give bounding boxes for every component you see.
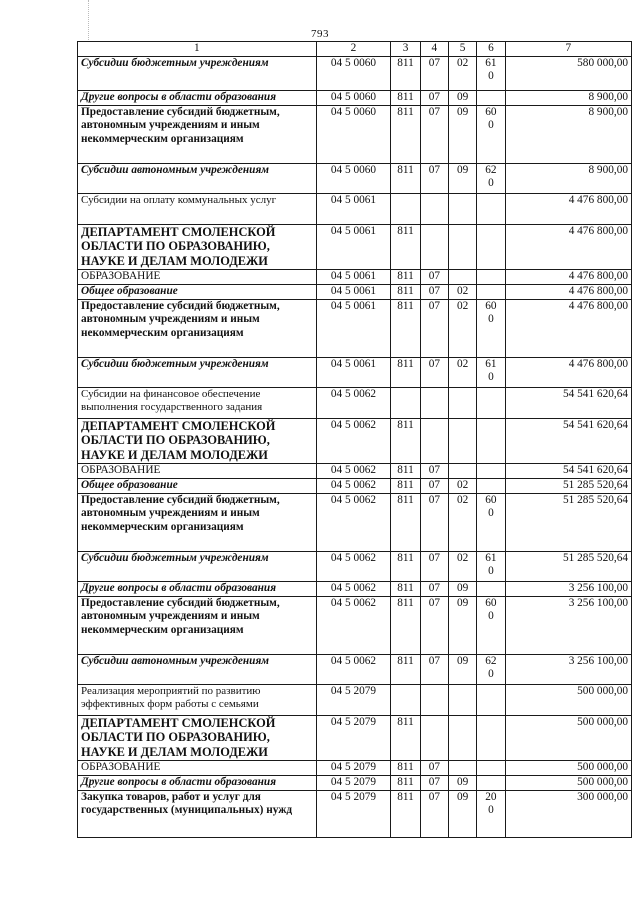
expense-type-code: 600 [485,493,497,519]
row-section-cell: 07 [420,760,448,775]
row-section-cell: 07 [420,284,448,299]
row-name-cell: Предоставление субсидий бюджетным, автономным учреждениям и иным некоммерческим организациям [78,596,317,654]
row-name-cell: ДЕПАРТАМЕНТ СМОЛЕНСКОЙ ОБЛАСТИ ПО ОБРАЗОВАНИЮ, НАУКЕ И ДЕЛАМ МОЛОДЕЖИ [78,715,317,760]
table-row [78,193,632,224]
row-amount-cell: 54 541 620,64 [505,387,631,418]
row-grbs-cell: 811 [391,551,420,581]
row-subsection-cell [448,463,476,478]
row-amount-cell: 51 285 520,64 [505,551,631,581]
row-expense-type-cell [477,596,505,654]
row-name-cell: ОБРАЗОВАНИЕ [78,269,317,284]
header-cell: 7 [505,42,631,57]
row-grbs-cell: 811 [391,269,420,284]
table-row [78,551,632,581]
row-section-cell: 07 [420,163,448,193]
row-subsection-cell: 09 [448,790,476,837]
row-amount-cell: 8 900,00 [505,90,631,105]
table-row [78,105,632,163]
row-amount-cell: 51 285 520,64 [505,493,631,551]
row-subsection-cell: 02 [448,493,476,551]
row-grbs-cell: 811 [391,56,420,90]
row-code-cell: 04 5 2079 [316,684,391,715]
row-amount-cell: 8 900,00 [505,105,631,163]
expense-type-code: 610 [485,357,497,383]
row-expense-type-cell [477,551,505,581]
row-code-cell: 04 5 0060 [316,105,391,163]
row-grbs-cell: 811 [391,760,420,775]
row-code-cell: 04 5 0061 [316,224,391,269]
row-grbs-cell: 811 [391,90,420,105]
expense-type-code: 620 [485,163,497,189]
row-subsection-cell: 02 [448,284,476,299]
row-grbs-cell: 811 [391,163,420,193]
row-code-cell: 04 5 0062 [316,418,391,463]
row-code-cell: 04 5 0062 [316,581,391,596]
row-name-cell: Предоставление субсидий бюджетным, автономным учреждениям и иным некоммерческим организациям [78,493,317,551]
row-code-cell: 04 5 0061 [316,299,391,357]
table-row [78,387,632,418]
row-name-cell: Другие вопросы в области образования [78,581,317,596]
row-expense-type-cell [477,163,505,193]
row-expense-type-cell [477,684,505,715]
expense-type-code: 610 [485,551,497,577]
header-cell: 6 [477,42,505,57]
row-expense-type-cell [477,357,505,387]
row-subsection-cell [448,269,476,284]
row-code-cell: 04 5 0061 [316,269,391,284]
row-amount-cell: 500 000,00 [505,684,631,715]
row-name-cell: Субсидии на оплату коммунальных услуг [78,193,317,224]
row-section-cell [420,387,448,418]
header-cell: 1 [78,42,317,57]
row-subsection-cell [448,193,476,224]
row-expense-type-cell [477,418,505,463]
budget-table [77,41,632,838]
row-name-cell: Субсидии автономным учреждениям [78,654,317,684]
row-amount-cell: 4 476 800,00 [505,269,631,284]
table-row [78,56,632,90]
row-name-cell: Закупка товаров, работ и услуг для государственных (муниципальных) нужд [78,790,317,837]
row-section-cell: 07 [420,269,448,284]
row-name-cell: Субсидии бюджетным учреждениям [78,551,317,581]
header-cell: 2 [316,42,391,57]
row-subsection-cell [448,418,476,463]
row-subsection-cell: 02 [448,56,476,90]
table-row [78,596,632,654]
expense-type-code: 200 [485,790,497,816]
row-section-cell: 07 [420,581,448,596]
row-name-cell: Субсидии на финансовое обеспечение выполнения государственного задания [78,387,317,418]
row-section-cell: 07 [420,654,448,684]
row-section-cell: 07 [420,493,448,551]
expense-type-code: 600 [485,105,497,131]
table-row [78,684,632,715]
table-row [78,357,632,387]
row-grbs-cell: 811 [391,790,420,837]
row-name-cell: Субсидии автономным учреждениям [78,163,317,193]
row-subsection-cell [448,224,476,269]
row-name-cell: Общее образование [78,284,317,299]
row-expense-type-cell [477,56,505,90]
row-grbs-cell [391,684,420,715]
row-section-cell: 07 [420,790,448,837]
row-expense-type-cell [477,284,505,299]
table-row [78,463,632,478]
row-name-cell: Предоставление субсидий бюджетным, автономным учреждениям и иным некоммерческим организациям [78,105,317,163]
row-section-cell: 07 [420,775,448,790]
row-expense-type-cell [477,463,505,478]
row-amount-cell: 8 900,00 [505,163,631,193]
table-row [78,760,632,775]
row-name-cell: Субсидии бюджетным учреждениям [78,357,317,387]
row-expense-type-cell [477,105,505,163]
row-expense-type-cell [477,478,505,493]
row-grbs-cell [391,387,420,418]
row-code-cell: 04 5 0062 [316,478,391,493]
row-amount-cell: 4 476 800,00 [505,284,631,299]
table-row [78,269,632,284]
row-code-cell: 04 5 0060 [316,90,391,105]
header-cell: 5 [448,42,476,57]
row-expense-type-cell [477,193,505,224]
row-section-cell [420,193,448,224]
row-name-cell: Другие вопросы в области образования [78,775,317,790]
row-code-cell: 04 5 0062 [316,551,391,581]
row-expense-type-cell [477,775,505,790]
row-code-cell: 04 5 0061 [316,284,391,299]
row-name-cell: Другие вопросы в области образования [78,90,317,105]
row-grbs-cell: 811 [391,463,420,478]
row-grbs-cell: 811 [391,357,420,387]
expense-type-code: 620 [485,654,497,680]
row-subsection-cell: 02 [448,357,476,387]
row-grbs-cell: 811 [391,581,420,596]
row-code-cell: 04 5 0061 [316,193,391,224]
row-expense-type-cell [477,790,505,837]
row-amount-cell: 580 000,00 [505,56,631,90]
table-row [78,493,632,551]
row-subsection-cell: 02 [448,299,476,357]
row-grbs-cell: 811 [391,224,420,269]
row-section-cell [420,418,448,463]
row-subsection-cell: 09 [448,654,476,684]
table-row [78,299,632,357]
row-expense-type-cell [477,269,505,284]
row-grbs-cell: 811 [391,299,420,357]
row-name-cell: Общее образование [78,478,317,493]
row-amount-cell: 4 476 800,00 [505,357,631,387]
row-grbs-cell: 811 [391,493,420,551]
row-code-cell: 04 5 0060 [316,163,391,193]
row-grbs-cell: 811 [391,284,420,299]
row-section-cell: 07 [420,463,448,478]
row-amount-cell: 54 541 620,64 [505,418,631,463]
row-code-cell: 04 5 0062 [316,493,391,551]
row-amount-cell: 500 000,00 [505,760,631,775]
row-expense-type-cell [477,299,505,357]
row-amount-cell: 4 476 800,00 [505,299,631,357]
budget-table-body [78,42,632,838]
row-grbs-cell: 811 [391,596,420,654]
row-expense-type-cell [477,387,505,418]
row-section-cell: 07 [420,90,448,105]
row-expense-type-cell [477,493,505,551]
row-amount-cell: 3 256 100,00 [505,654,631,684]
table-row [78,284,632,299]
row-name-cell: ДЕПАРТАМЕНТ СМОЛЕНСКОЙ ОБЛАСТИ ПО ОБРАЗОВАНИЮ, НАУКЕ И ДЕЛАМ МОЛОДЕЖИ [78,418,317,463]
row-subsection-cell [448,760,476,775]
row-name-cell: ОБРАЗОВАНИЕ [78,760,317,775]
row-name-cell: Предоставление субсидий бюджетным, автономным учреждениям и иным некоммерческим организациям [78,299,317,357]
row-amount-cell: 54 541 620,64 [505,463,631,478]
row-amount-cell: 500 000,00 [505,715,631,760]
row-grbs-cell [391,193,420,224]
row-expense-type-cell [477,224,505,269]
row-amount-cell: 51 285 520,64 [505,478,631,493]
table-row [78,90,632,105]
row-code-cell: 04 5 0062 [316,654,391,684]
table-row [78,715,632,760]
row-amount-cell: 4 476 800,00 [505,193,631,224]
table-row [78,775,632,790]
row-code-cell: 04 5 2079 [316,775,391,790]
row-section-cell: 07 [420,478,448,493]
page-number: 793 [311,28,329,40]
expense-type-code: 600 [485,299,497,325]
header-cell: 4 [420,42,448,57]
row-expense-type-cell [477,715,505,760]
header-cell: 3 [391,42,420,57]
row-amount-cell: 300 000,00 [505,790,631,837]
row-subsection-cell: 02 [448,478,476,493]
row-amount-cell: 3 256 100,00 [505,581,631,596]
row-code-cell: 04 5 0062 [316,387,391,418]
row-grbs-cell: 811 [391,418,420,463]
row-subsection-cell: 09 [448,163,476,193]
row-section-cell [420,224,448,269]
row-expense-type-cell [477,90,505,105]
row-grbs-cell: 811 [391,715,420,760]
row-name-cell: Субсидии бюджетным учреждениям [78,56,317,90]
table-row [78,654,632,684]
row-grbs-cell: 811 [391,775,420,790]
expense-type-code: 610 [485,56,497,82]
row-subsection-cell [448,715,476,760]
row-section-cell: 07 [420,56,448,90]
row-name-cell: ДЕПАРТАМЕНТ СМОЛЕНСКОЙ ОБЛАСТИ ПО ОБРАЗОВАНИЮ, НАУКЕ И ДЕЛАМ МОЛОДЕЖИ [78,224,317,269]
row-expense-type-cell [477,581,505,596]
row-amount-cell: 4 476 800,00 [505,224,631,269]
row-subsection-cell: 09 [448,596,476,654]
table-row [78,418,632,463]
row-grbs-cell: 811 [391,105,420,163]
row-code-cell: 04 5 2079 [316,760,391,775]
row-subsection-cell: 02 [448,551,476,581]
row-code-cell: 04 5 0061 [316,357,391,387]
row-section-cell [420,684,448,715]
row-section-cell [420,715,448,760]
row-subsection-cell: 09 [448,775,476,790]
row-expense-type-cell [477,760,505,775]
table-row [78,790,632,837]
row-amount-cell: 500 000,00 [505,775,631,790]
row-section-cell: 07 [420,105,448,163]
row-code-cell: 04 5 0062 [316,596,391,654]
row-amount-cell: 3 256 100,00 [505,596,631,654]
row-code-cell: 04 5 2079 [316,715,391,760]
table-row [78,163,632,193]
row-name-cell: ОБРАЗОВАНИЕ [78,463,317,478]
table-row [78,581,632,596]
row-expense-type-cell [477,654,505,684]
row-code-cell: 04 5 0060 [316,56,391,90]
row-section-cell: 07 [420,551,448,581]
row-code-cell: 04 5 2079 [316,790,391,837]
table-header-row [78,42,632,57]
table-row [78,478,632,493]
row-code-cell: 04 5 0062 [316,463,391,478]
row-subsection-cell: 09 [448,105,476,163]
row-name-cell: Реализация мероприятий по развитию эффективных форм работы с семьями [78,684,317,715]
row-subsection-cell [448,684,476,715]
expense-type-code: 600 [485,596,497,622]
row-grbs-cell: 811 [391,654,420,684]
row-subsection-cell: 09 [448,581,476,596]
row-subsection-cell: 09 [448,90,476,105]
row-subsection-cell [448,387,476,418]
row-grbs-cell: 811 [391,478,420,493]
row-section-cell: 07 [420,299,448,357]
table-row [78,224,632,269]
row-section-cell: 07 [420,596,448,654]
row-section-cell: 07 [420,357,448,387]
